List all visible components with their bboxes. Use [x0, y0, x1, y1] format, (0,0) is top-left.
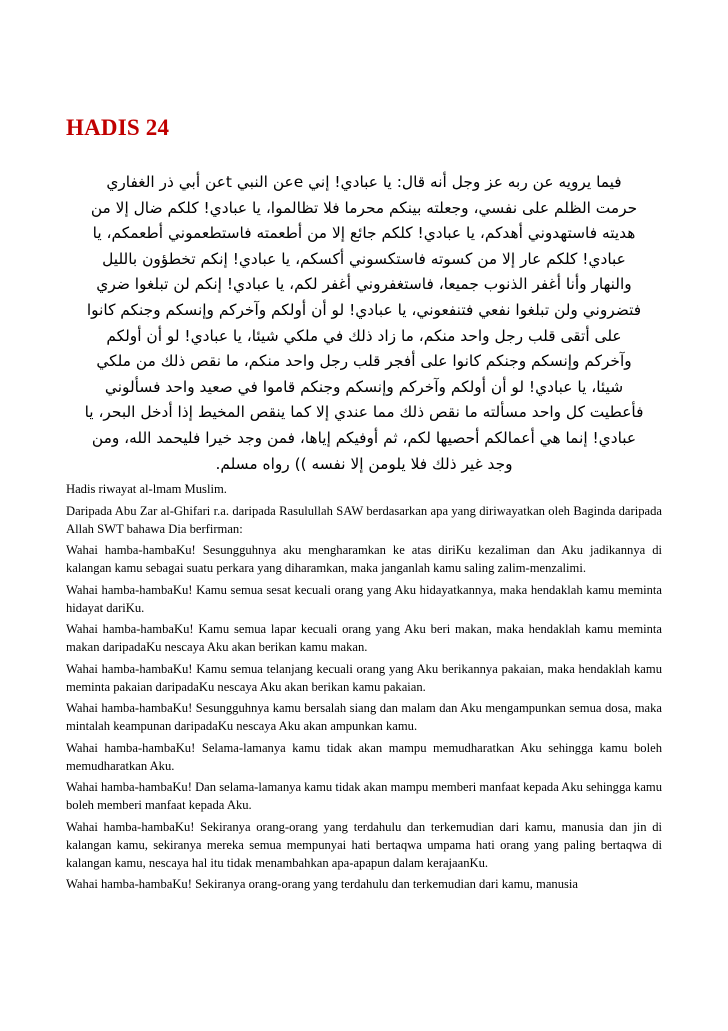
translation-paragraph: Wahai hamba-hambaKu! Kamu semua lapar kecuali orang yang Aku beri makan, maka hendaklah kamu meminta makan daripadaKu nescaya Aku akan berikan kamu makan. — [66, 622, 662, 654]
arabic-line: فيما يرويه عن ربه عز وجل أنه قال: يا عبادي! إني eعن النبي tعن أبي ذر الغفاري — [106, 173, 622, 191]
narration-source: Hadis riwayat al-lmam Muslim. — [66, 482, 227, 496]
arabic-line: على أتقى قلب رجل واحد منكم، ما زاد ذلك في ملكي شيئا، يا عبادي! لو أن أولكم — [106, 326, 622, 345]
arabic-line: والنهار وأنا أغفر الذنوب جميعا، فاستغفروني أغفر لكم، يا عبادي! إنكم لن تبلغوا ضري — [96, 275, 632, 294]
translation-paragraph: Wahai hamba-hambaKu! Sekiranya orang-orang yang terdahulu dan terkemudian dari kamu, manusia dan jin di kalangan kamu, sekiranya mereka semua mempunyai hati bertaqwa umpama hati orang yang paling bertaqwa di kalangan kamu, nescaya hal itu tidak menambahkan apa-apapun dalam kerajaanKu. — [66, 819, 662, 870]
translation-paragraph: Wahai hamba-hambaKu! Selama-lamanya kamu tidak akan mampu memudharatkan Aku sehingga kamu boleh memudharatkan Aku. — [66, 740, 662, 773]
arabic-line: شيئا، يا عبادي! لو أن أولكم وآخركم وإنسكم وجنكم قاموا في صعيد واحد فسألوني — [104, 377, 624, 396]
document-title: HADIS 24 — [66, 115, 170, 140]
translation-paragraph: Wahai hamba-hambaKu! Sesungguhnya aku mengharamkan ke atas diriKu kezaliman dan Aku jadikannya di kalangan kamu sebagai suatu perkara yang diharamkan, maka janganlah kamu saling zalim-menzalimi. — [66, 543, 662, 575]
arabic-line: فتضروني ولن تبلغوا نفعي فتنفعوني، يا عبادي! لو أن أولكم وآخركم وإنسكم وجنكم كانوا — [86, 300, 642, 319]
arabic-line: عبادي! إنما هي أعمالكم أحصيها لكم، ثم أوفيكم إياها، فمن وجد خيرا فليحمد الله، ومن — [91, 428, 637, 447]
arabic-line: عبادي! كلكم عار إلا من كسوته فاستكسوني أكسكم، يا عبادي! إنكم تخطؤون بالليل — [102, 249, 626, 268]
arabic-line: وآخركم وإنسكم وجنكم كانوا على أفجر قلب رجل واحد منكم، ما نقص ذلك من ملكي — [96, 352, 632, 371]
translation-paragraph: Wahai hamba-hambaKu! Kamu semua telanjang kecuali orang yang Aku berikannya pakaian, maka hendaklah kamu meminta pakaian daripadaKu nescaya Aku akan berikan kamu pakaian. — [66, 661, 662, 694]
arabic-line: فأعطيت كل واحد مسألته ما نقص ذلك مما عندي إلا كما ينقص المخيط إذا أدخل البحر، يا — [84, 403, 644, 422]
translation-paragraph: Wahai hamba-hambaKu! Sekiranya orang-orang yang terdahulu dan terkemudian dari kamu, manusia — [66, 877, 578, 891]
arabic-hadith-text — [66, 170, 662, 477]
translation-paragraph: Wahai hamba-hambaKu! Sesungguhnya kamu bersalah siang dan malam dan Aku mengampunkan semua dosa, maka mintalah keampunan daripadaKu nescaya Aku akan ampunkan kamu. — [66, 701, 662, 733]
arabic-line: حرمت الظلم على نفسي، وجعلته بينكم محرما فلا تظالموا، يا عبادي! كلكم ضال إلا من — [90, 198, 638, 217]
translation-paragraph: Daripada Abu Zar al-Ghifari r.a. daripada Rasulullah SAW berdasarkan apa yang diriwayatkan oleh Baginda daripada Allah SWT bahawa Dia berfirman: — [66, 503, 662, 536]
arabic-line: وجد غير ذلك فلا يلومن إلا نفسه )) رواه مسلم. — [215, 454, 513, 473]
translation-paragraph: Wahai hamba-hambaKu! Kamu semua sesat kecuali orang yang Aku hidayatkannya, maka hendaklah kamu meminta hidayat dariKu. — [66, 582, 662, 615]
malay-translation — [66, 480, 662, 897]
translation-paragraph: Wahai hamba-hambaKu! Dan selama-lamanya kamu tidak akan mampu memberi manfaat kepada Aku sehingga kamu boleh memberi manfaat kepada Aku. — [66, 780, 662, 812]
arabic-line: هديته فاستهدوني أهدكم، يا عبادي! كلكم جائع إلا من أطعمته فاستطعموني أطعمكم، يا — [92, 224, 636, 243]
